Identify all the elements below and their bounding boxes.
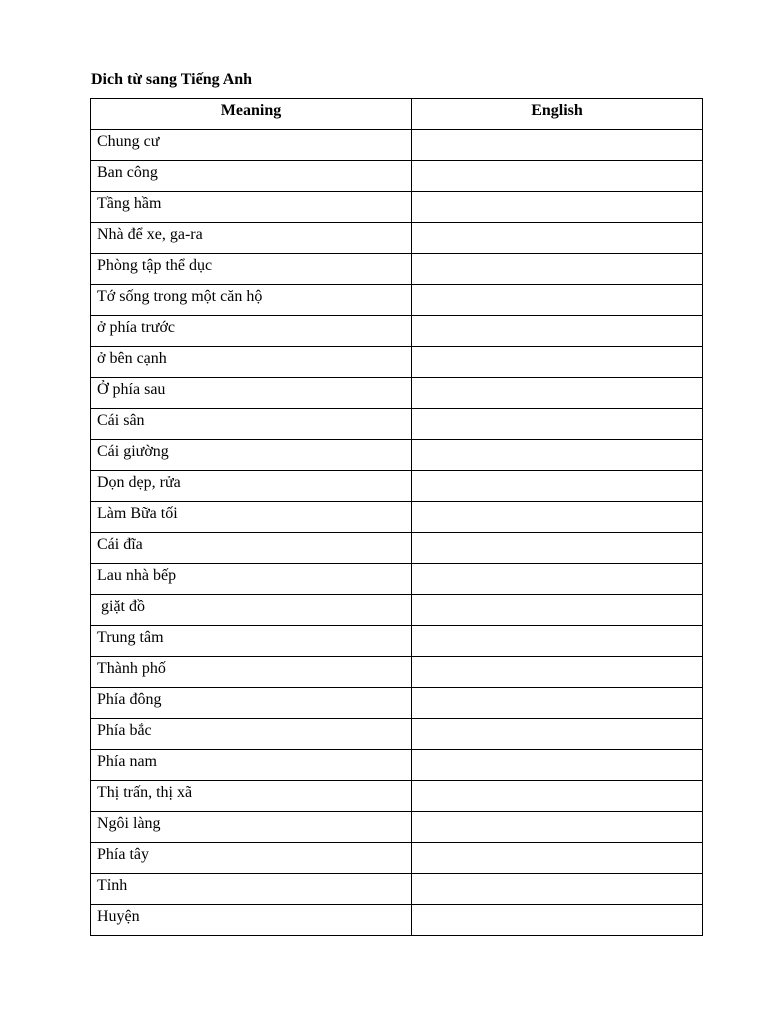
meaning-cell: Thành phố — [91, 657, 412, 688]
meaning-cell: Thị trấn, thị xã — [91, 781, 412, 812]
english-answer-cell[interactable] — [412, 130, 703, 161]
meaning-cell: Nhà để xe, ga-ra — [91, 223, 412, 254]
meaning-cell: Phía đông — [91, 688, 412, 719]
english-answer-cell[interactable] — [412, 657, 703, 688]
meaning-cell: Ngôi làng — [91, 812, 412, 843]
meaning-cell: Ở phía sau — [91, 378, 412, 409]
english-answer-cell[interactable] — [412, 192, 703, 223]
table-row — [91, 843, 703, 874]
meaning-cell: Làm Bữa tối — [91, 502, 412, 533]
table-row — [91, 719, 703, 750]
english-answer-cell[interactable] — [412, 502, 703, 533]
english-answer-cell[interactable] — [412, 781, 703, 812]
english-answer-cell[interactable] — [412, 905, 703, 936]
english-answer-cell[interactable] — [412, 471, 703, 502]
document-title: Dich từ sang Tiếng Anh — [91, 71, 253, 88]
table-row — [91, 781, 703, 812]
english-answer-cell[interactable] — [412, 316, 703, 347]
english-answer-cell[interactable] — [412, 874, 703, 905]
english-answer-cell[interactable] — [412, 223, 703, 254]
english-answer-cell[interactable] — [412, 285, 703, 316]
meaning-cell: Tầng hầm — [91, 192, 412, 223]
table-row — [91, 626, 703, 657]
table-row — [91, 812, 703, 843]
table-row — [91, 254, 703, 285]
table-row — [91, 223, 703, 254]
table-row — [91, 688, 703, 719]
english-answer-cell[interactable] — [412, 409, 703, 440]
table-row — [91, 192, 703, 223]
english-answer-cell[interactable] — [412, 719, 703, 750]
meaning-cell: ở bên cạnh — [91, 347, 412, 378]
english-answer-cell[interactable] — [412, 347, 703, 378]
meaning-cell: Cái giường — [91, 440, 412, 471]
table-row — [91, 874, 703, 905]
vocabulary-table — [90, 98, 703, 936]
meaning-cell: Phía tây — [91, 843, 412, 874]
table-row — [91, 285, 703, 316]
english-answer-cell[interactable] — [412, 564, 703, 595]
english-answer-cell[interactable] — [412, 533, 703, 564]
english-answer-cell[interactable] — [412, 595, 703, 626]
table-row — [91, 316, 703, 347]
english-answer-cell[interactable] — [412, 843, 703, 874]
meaning-cell: Tỉnh — [91, 874, 412, 905]
english-answer-cell[interactable] — [412, 378, 703, 409]
meaning-cell: Huyện — [91, 905, 412, 936]
meaning-cell: Tớ sống trong một căn hộ — [91, 285, 412, 316]
table-row — [91, 440, 703, 471]
table-row — [91, 657, 703, 688]
meaning-cell: Phòng tập thể dục — [91, 254, 412, 285]
table-row — [91, 595, 703, 626]
table-row — [91, 409, 703, 440]
table-header-row — [91, 99, 703, 130]
english-answer-cell[interactable] — [412, 688, 703, 719]
column-header-english: English — [412, 99, 703, 130]
meaning-cell: ở phía trước — [91, 316, 412, 347]
table-row — [91, 161, 703, 192]
table-row — [91, 533, 703, 564]
table-row — [91, 347, 703, 378]
english-answer-cell[interactable] — [412, 161, 703, 192]
table-row — [91, 905, 703, 936]
table-row — [91, 564, 703, 595]
meaning-cell: Cái đĩa — [91, 533, 412, 564]
table-row — [91, 471, 703, 502]
vocabulary-table-body — [91, 130, 703, 936]
table-row — [91, 750, 703, 781]
meaning-cell: Trung tâm — [91, 626, 412, 657]
meaning-cell: Ban công — [91, 161, 412, 192]
english-answer-cell[interactable] — [412, 626, 703, 657]
meaning-cell: Phía nam — [91, 750, 412, 781]
meaning-cell: Phía bắc — [91, 719, 412, 750]
meaning-cell: Lau nhà bếp — [91, 564, 412, 595]
english-answer-cell[interactable] — [412, 750, 703, 781]
column-header-meaning: Meaning — [91, 99, 412, 130]
meaning-cell: giặt đồ — [91, 595, 412, 626]
english-answer-cell[interactable] — [412, 254, 703, 285]
english-answer-cell[interactable] — [412, 440, 703, 471]
meaning-cell: Chung cư — [91, 130, 412, 161]
meaning-cell: Cái sân — [91, 409, 412, 440]
table-row — [91, 502, 703, 533]
meaning-cell: Dọn dẹp, rửa — [91, 471, 412, 502]
english-answer-cell[interactable] — [412, 812, 703, 843]
table-row — [91, 130, 703, 161]
table-row — [91, 378, 703, 409]
